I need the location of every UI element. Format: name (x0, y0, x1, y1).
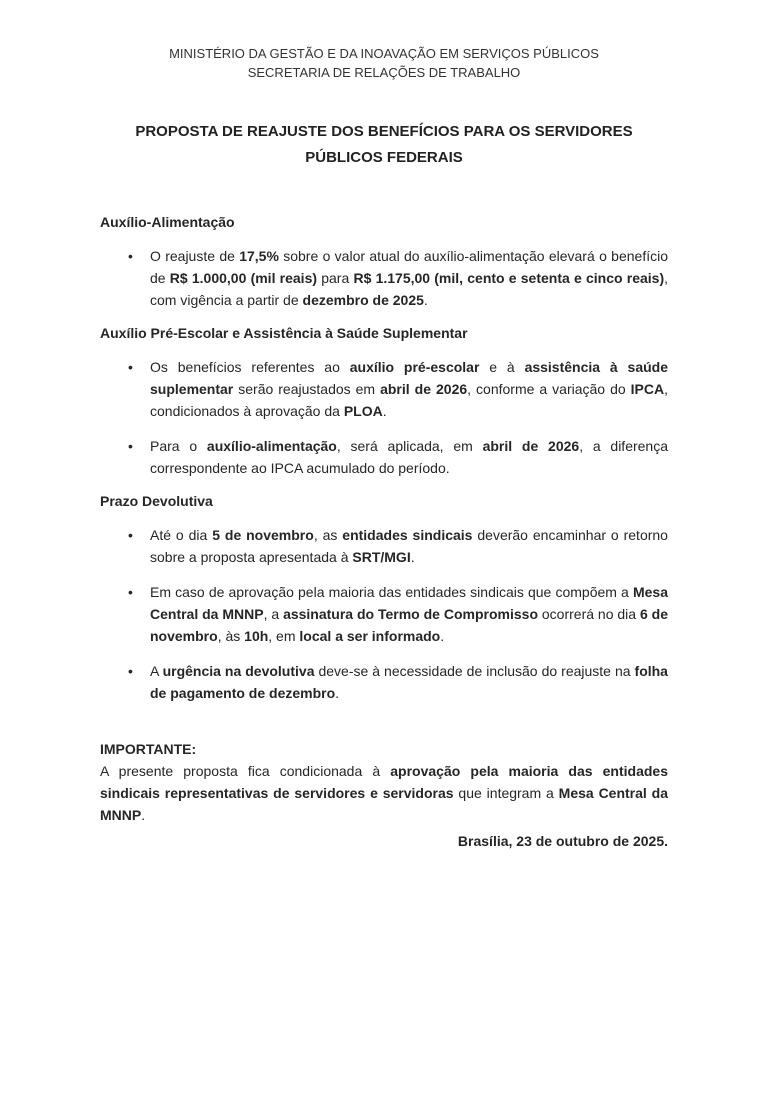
section-prazo-devolutiva (100, 492, 668, 704)
section-auxilio-alimentacao (100, 213, 668, 311)
bullet-list (100, 524, 668, 704)
bullet-item: • Até o dia 5 de novembro, as entidades sindicais deverão encaminhar o retorno sobre a proposta apresentada à SRT/MGI. (150, 524, 668, 568)
bullet-list (100, 245, 668, 311)
section-heading-prazo-devolutiva: Prazo Devolutiva (100, 493, 213, 509)
bullet-list (100, 356, 668, 479)
bullet-item: • O reajuste de 17,5% sobre o valor atual do auxílio-alimentação elevará o benefício de R$ 1.000,00 (mil reais) para R$ 1.175,00 (mil, cento e setenta e cinco reais), com vigência a partir de dezembro de 2025. (150, 245, 668, 311)
bullet-item: • Em caso de aprovação pela maioria das entidades sindicais que compõem a Mesa Central da MNNP, a assinatura do Termo de Compromisso ocorrerá no dia 6 de novembro, às 10h, em local a ser informado. (150, 581, 668, 647)
important-heading: IMPORTANTE: (100, 741, 197, 757)
section-heading-auxilio-pre-escolar-saude: Auxílio Pré-Escolar e Assistência à Saúde Suplementar (100, 325, 468, 341)
ministry-name: MINISTÉRIO DA GESTÃO E DA INOAVAÇÃO EM SERVIÇOS PÚBLICOS (169, 46, 599, 61)
document-title: PROPOSTA DE REAJUSTE DOS BENEFÍCIOS PARA OS SERVIDORES PÚBLICOS FEDERAIS (135, 123, 633, 166)
section-auxilio-pre-escolar-saude (100, 324, 668, 479)
dateline: Brasília, 23 de outubro de 2025. (457, 833, 668, 849)
document-header (100, 44, 668, 82)
secretariat-name: SECRETARIA DE RELAÇÕES DE TRABALHO (247, 65, 521, 80)
section-heading-auxilio-alimentacao: Auxílio-Alimentação (100, 214, 235, 230)
bullet-item: • Os benefícios referentes ao auxílio pré-escolar e à assistência à saúde suplementar serão reajustados em abril de 2026, conforme a variação do IPCA, condicionados à aprovação da PLOA. (150, 356, 668, 422)
important-paragraph: A presente proposta fica condicionada à aprovação pela maioria das entidades sindicais representativas de servidores e servidoras que integram a Mesa Central da MNNP. (100, 763, 669, 823)
bullet-item: • Para o auxílio-alimentação, será aplicada, em abril de 2026, a diferença correspondente ao IPCA acumulado do período. (150, 435, 668, 479)
bullet-item: • A urgência na devolutiva deve-se à necessidade de inclusão do reajuste na folha de pagamento de dezembro. (150, 660, 668, 704)
important-block (100, 738, 668, 826)
